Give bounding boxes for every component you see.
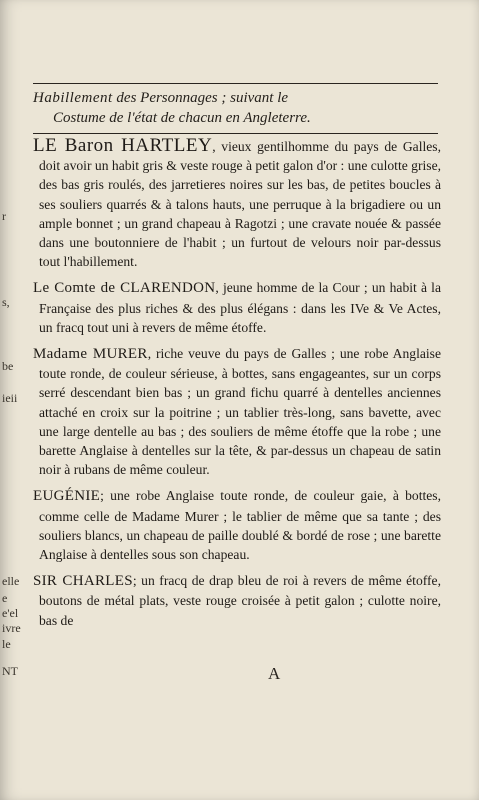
character-name: SIR CHARLES (33, 573, 133, 590)
gutter-fragment: e (2, 591, 8, 605)
heading-rule-bottom (33, 133, 438, 134)
gutter-fragment: s, (2, 295, 10, 309)
facing-page-gutter (0, 0, 30, 800)
entry-text: , jeune homme de la Cour ; un habit à la Française des plus riches & des plus élégans : dans les IVe & Ve Actes, un fracq tout uni à revers de même étoffe. (39, 280, 441, 335)
entry-comte-clarendon (33, 278, 441, 337)
gutter-fragment: ivre (2, 621, 21, 635)
gutter-fragment: NT (2, 664, 18, 678)
heading-line1: des Personnages ; suivant le (112, 90, 289, 106)
page-heading (33, 88, 443, 128)
gutter-fragment: ieii (2, 391, 18, 405)
gutter-fragment: r (2, 209, 6, 223)
entry-text: ; une robe Anglaise toute ronde, de couleur gaie, à bottes, comme celle de Madame Murer ; le tablier de même que sa tante ; des souliers blancs, un chapeau de paille doublé & bordé de rose ; une barette Anglaise à dentelles sous son chapeau. (39, 488, 441, 563)
gutter-fragment: e'el (2, 606, 19, 620)
entry-madame-murer (33, 344, 441, 479)
character-name: Le Comte de CLARENDON (33, 280, 216, 297)
gutter-fragment: elle (2, 574, 20, 588)
character-name: Madame MURER (33, 346, 148, 363)
entry-eugenie (33, 486, 441, 564)
heading-caps: Habillement (33, 90, 113, 106)
signature-mark: A (268, 664, 281, 683)
gutter-fragment: le (2, 637, 11, 651)
gutter-fragment: be (2, 359, 14, 373)
character-name: EUGÉNIE (33, 488, 101, 505)
entry-sir-charles (33, 571, 441, 630)
entry-text: , vieux gentilhomme du pays de Galles, doit avoir un habit gris & veste rouge à petit galon d'or : une culotte grise, des bas gris roulés, des jarretieres noires sur les bas, de petites boucles à ses souliers quarrés & à talons hauts, une perruque à la brigadiere ou un ample bonnet ; un grand chapeau à Ragotzi ; une cravate nouée & passée dans une boutonniere de l'habit ; un furtout de velours noir par-dessus tout l'habillement. (39, 139, 441, 270)
heading-line2: Costume de l'état de chacun en Angleterre. (53, 110, 311, 126)
entry-text: ; un fracq de drap bleu de roi à revers de même étoffe, boutons de métal plats, veste rouge croisée à petit galon ; culotte noire, bas de (39, 573, 441, 628)
character-name: LE Baron HARTLEY (33, 135, 213, 156)
heading-rule-top (33, 83, 438, 84)
entry-text: , riche veuve du pays de Galles ; une robe Anglaise toute ronde, de couleur sérieuse, à bottes, sans engageantes, sur un corps serré descendant bien bas ; un grand fichu quarré à dentelles anciennes attaché en croix sur la poitrine ; un tablier très-long, sans bavette, avec une large dentelle au bas ; des souliers de même étoffe que la robe ; une barette Anglaise à dentelles sur la tête, & par-dessus un chapeau de satin noir à rubans de même couleur. (39, 346, 441, 478)
costume-list (33, 136, 441, 637)
entry-baron-hartley (33, 136, 441, 271)
